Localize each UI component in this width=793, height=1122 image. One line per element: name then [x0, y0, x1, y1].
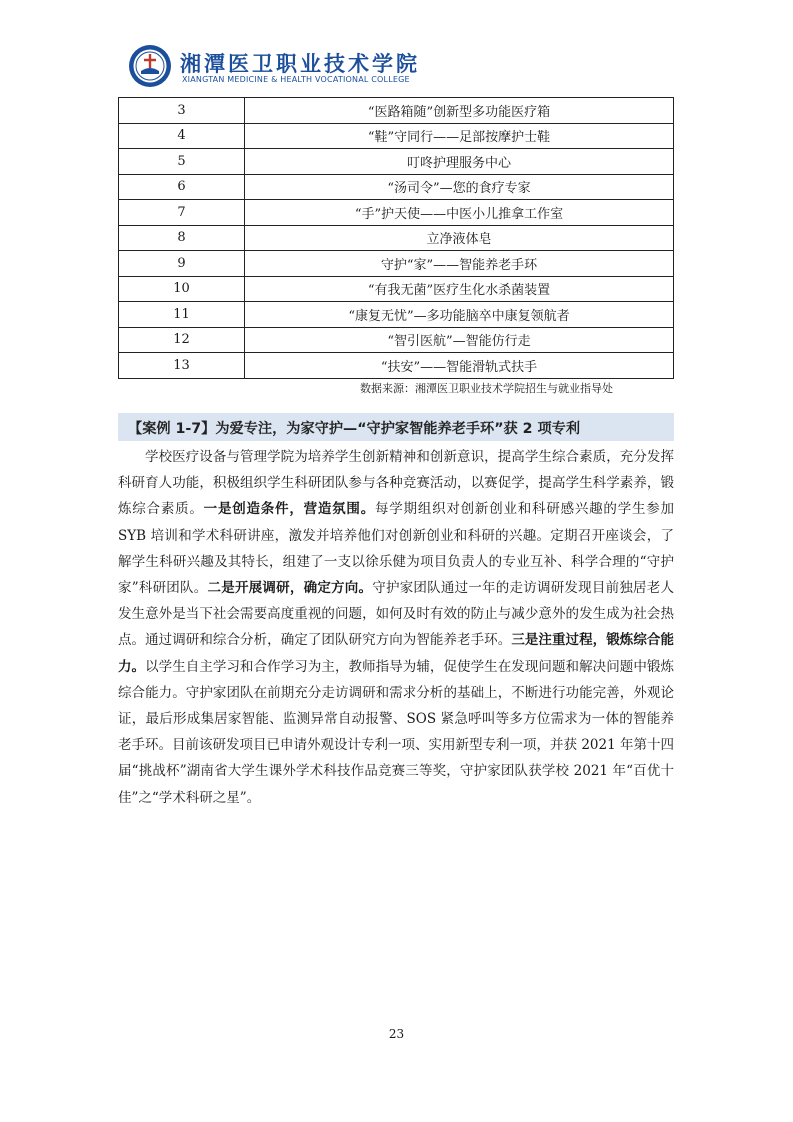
project-name: “扶安”——智能滑轨式扶手 [245, 353, 674, 379]
body-segment: 以学生自主学习和合作学习为主，教师指导为辅，促使学生在发现问题和解决问题中锻炼综合能力。守护家团队在前期充分走访调研和需求分析的基础上，不断进行功能完善，外观论证，最后形成集居家智能、监测异常自动报警、SOS 紧急呼叫等多方位需求为一体的智能养老手环。目前该研发项目已申请外观设计专利一项、实用新型专利一项，并获 2021 年第十四届“挑战杯”湖南省大学生课外学术科技作品竞赛三等奖，守护家团队获学校 2021 年“百优十佳”之“学术科研之星”。 [118, 658, 674, 806]
row-number: 10 [119, 276, 245, 302]
table-row [119, 149, 674, 175]
table-row [119, 225, 674, 251]
emphasis-heading: 二是开展调研，确定方向。 [207, 580, 373, 597]
project-name: 立净液体皂 [245, 225, 674, 251]
table-row [119, 353, 674, 379]
project-name: 叮咚护理服务中心 [245, 149, 674, 175]
row-number: 11 [119, 302, 245, 328]
project-name: “手”护天使——中医小儿推拿工作室 [245, 200, 674, 226]
project-table [118, 97, 674, 379]
row-number: 8 [119, 225, 245, 251]
table-row [119, 123, 674, 149]
table-row [119, 327, 674, 353]
project-name: “智引医航”—智能仿行走 [245, 327, 674, 353]
table-row [119, 98, 674, 124]
emphasis-heading: 一是创造条件，营造氛围。 [203, 501, 375, 518]
row-number: 3 [119, 98, 245, 124]
project-name: “有我无菌”医疗生化水杀菌装置 [245, 276, 674, 302]
table-row [119, 302, 674, 328]
table-source: 数据来源：湘潭医卫职业技术学院招生与就业指导处 [360, 382, 613, 395]
row-number: 6 [119, 174, 245, 200]
table-row [119, 276, 674, 302]
case-title-bar [118, 413, 674, 441]
row-number: 4 [119, 123, 245, 149]
row-number: 9 [119, 251, 245, 277]
project-name: 守护“家”——智能养老手环 [245, 251, 674, 277]
body-segment: 守护家团队通过一年的走访调研发现目前独居老人发生意外是当下社会需要高度重视的问题，如何及时有效的防止与减少意外的发生成为社会热点。通过调研和综合分析，确定了团队研究方向为智能养老手环。 [118, 580, 675, 649]
project-name: “医路箱随”创新型多功能医疗箱 [245, 98, 674, 124]
row-number: 12 [119, 327, 245, 353]
school-logo-icon [128, 44, 172, 88]
table-row [119, 174, 674, 200]
school-name-en: XIANGTAN MEDICINE & HEALTH VOCATIONAL COLLEGE [182, 75, 410, 84]
case-title: 【案例 1-7】为爱专注，为家守护—“守护家智能养老手环”获 2 项专利 [128, 421, 581, 437]
row-number: 13 [119, 353, 245, 379]
page-header [128, 44, 528, 96]
page-number: 23 [388, 1027, 405, 1041]
school-name-cn: 湘潭医卫职业技术学院 [180, 51, 420, 76]
row-number: 5 [119, 149, 245, 175]
body-segment: 每学期组织对创新创业和科研感兴趣的学生参加 SYB 培训和学术科研讲座，激发并培养他们对创新创业和科研的兴趣。定期召开座谈会，了解学生科研兴趣及其特长，组建了一支以徐乐健为项目负责人的专业互补、科学合理的“守护家”科研团队。 [118, 501, 675, 597]
body-segment: 学校医疗设备与管理学院为培养学生创新精神和创新意识，提高学生综合素质，充分发挥科研育人功能，积极组织学生科研团队参与各种竞赛活动，以赛促学，提高学生科学素养，锻炼综合素质。 [118, 449, 674, 518]
emphasis-heading: 三是注重过程，锻炼综合能力。 [118, 632, 674, 675]
case-body-paragraph [118, 444, 674, 811]
table-row [119, 200, 674, 226]
table-row [119, 251, 674, 277]
project-name: “鞋”守同行——足部按摩护士鞋 [245, 123, 674, 149]
project-name: “康复无忧”—多功能脑卒中康复领航者 [245, 302, 674, 328]
row-number: 7 [119, 200, 245, 226]
project-name: “汤司令”—您的食疗专家 [245, 174, 674, 200]
